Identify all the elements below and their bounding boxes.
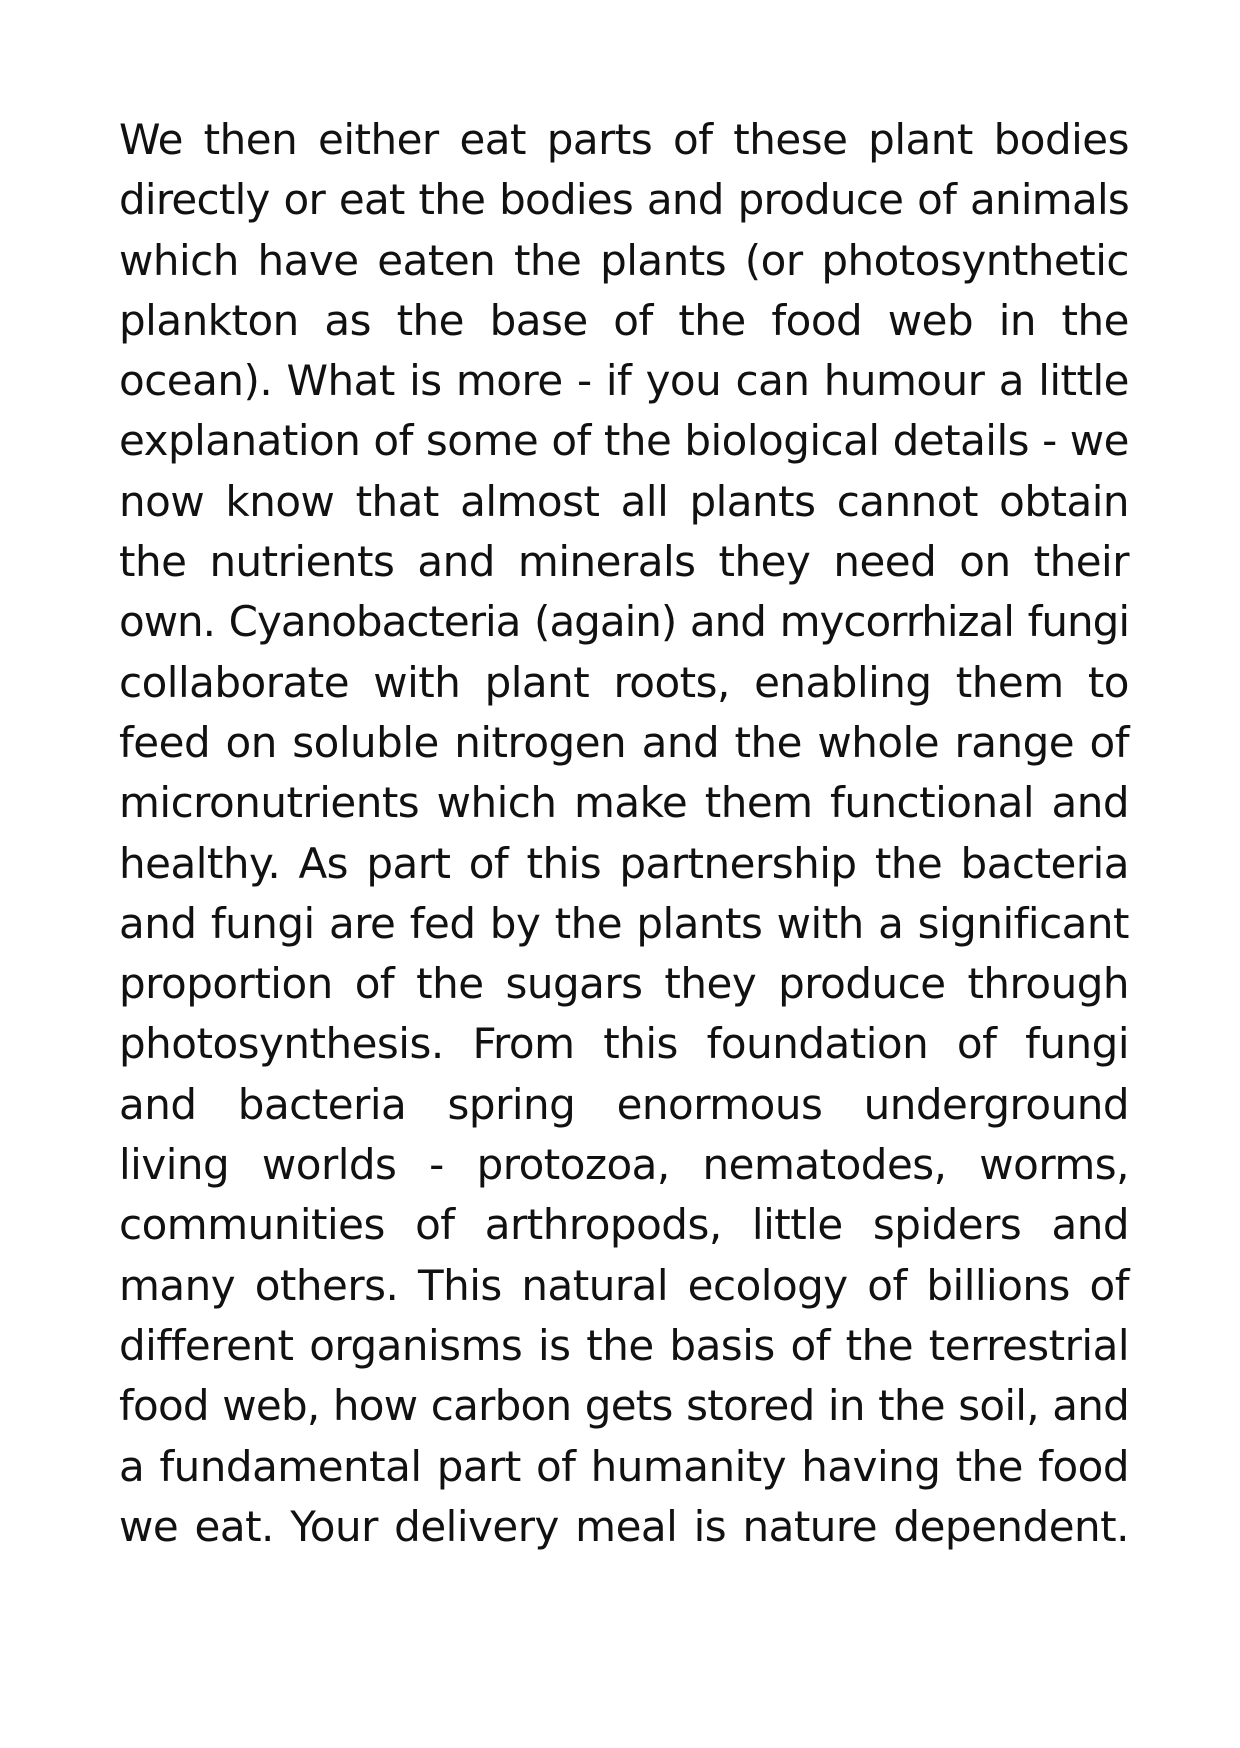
- text-line-14: and fungi are fed by the plants with a significant: [119, 898, 1129, 948]
- text-line-19: communities of arthropods, little spiders and: [119, 1200, 1129, 1250]
- text-line-4: plankton as the base of the food web in the: [119, 295, 1129, 345]
- text-line-23: a fundamental part of humanity having the food: [119, 1441, 1129, 1491]
- text-line-20: many others. This natural ecology of billions of: [119, 1260, 1129, 1310]
- text-line-10: collaborate with plant roots, enabling them to: [119, 657, 1129, 707]
- text-line-12: micronutrients which make them functional and: [119, 778, 1129, 828]
- text-line-22: food web, how carbon gets stored in the soil, and: [119, 1381, 1129, 1431]
- text-line-13: healthy. As part of this partnership the bacteria: [119, 838, 1129, 888]
- text-line-7: now know that almost all plants cannot obtain: [119, 476, 1129, 526]
- text-line-16: photosynthesis. From this foundation of fungi: [119, 1019, 1129, 1069]
- text-line-17: and bacteria spring enormous underground: [119, 1079, 1129, 1129]
- body-paragraph: [119, 110, 1129, 1557]
- text-line-9: own. Cyanobacteria (again) and mycorrhizal fungi: [119, 597, 1129, 647]
- text-line-6: explanation of some of the biological details - we: [119, 416, 1129, 466]
- text-line-5: ocean). What is more - if you can humour a little: [119, 356, 1129, 406]
- text-line-18: living worlds - protozoa, nematodes, worms,: [119, 1140, 1129, 1190]
- text-line-21: different organisms is the basis of the terrestrial: [119, 1320, 1129, 1370]
- text-line-3: which have eaten the plants (or photosynthetic: [119, 235, 1129, 285]
- text-line-11: feed on soluble nitrogen and the whole range of: [119, 717, 1129, 767]
- text-line-2: directly or eat the bodies and produce of animals: [119, 175, 1129, 225]
- text-line-15: proportion of the sugars they produce through: [119, 959, 1129, 1009]
- text-line-24: we eat. Your delivery meal is nature dependent.: [119, 1501, 1129, 1551]
- text-line-1: We then either eat parts of these plant bodies: [119, 115, 1129, 164]
- text-line-8: the nutrients and minerals they need on their: [119, 537, 1129, 587]
